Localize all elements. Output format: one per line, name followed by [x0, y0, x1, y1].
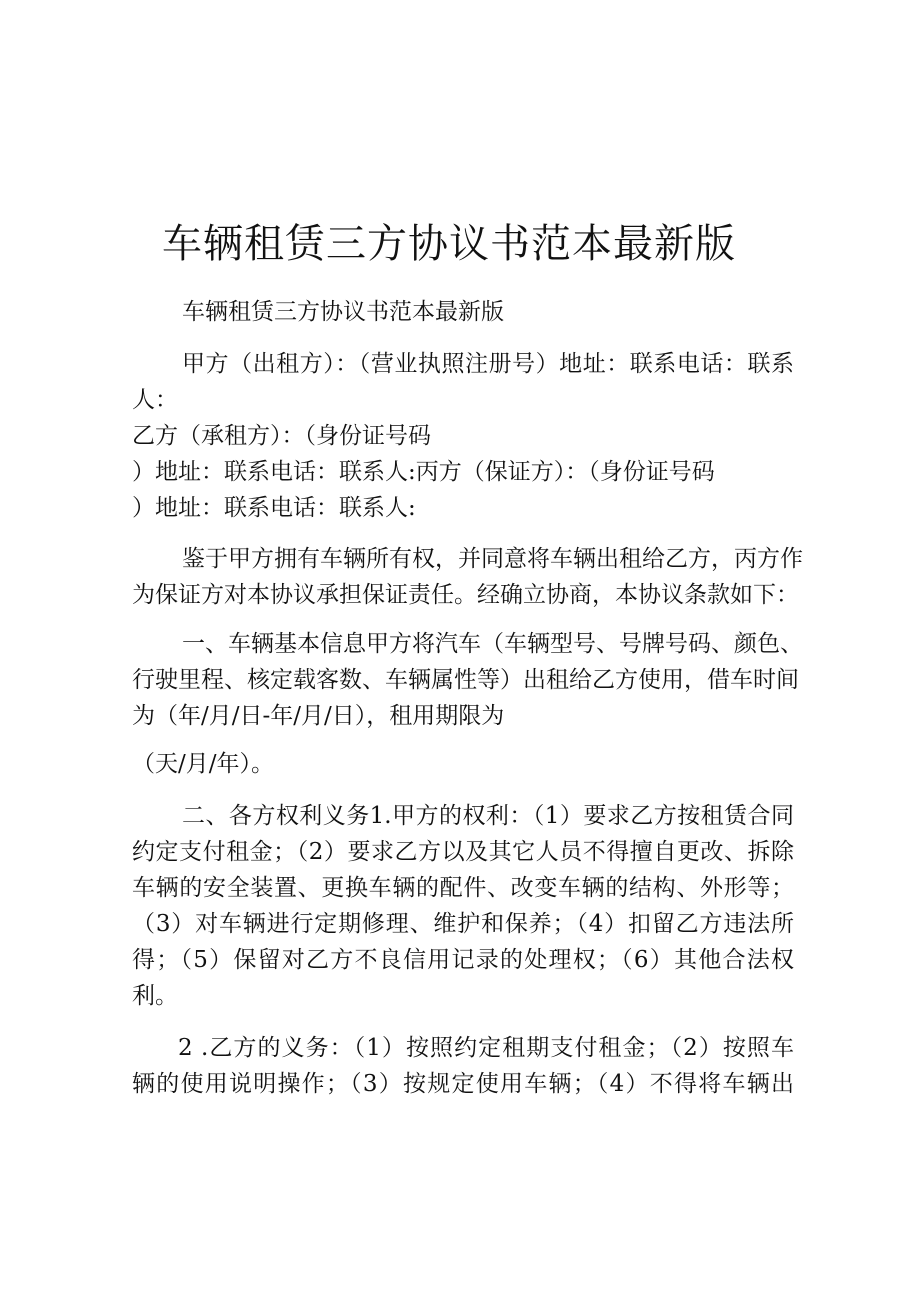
section1-line: 一、车辆基本信息甲方将汽车（车辆型号、号牌号码、颜色、	[182, 631, 803, 657]
section2-line: 车辆的安全装置、更换车辆的配件、改变车辆的结构、外形等；	[132, 875, 794, 901]
party-c-line: ）地址：联系电话：联系人:	[132, 495, 416, 521]
party-a-line-cont: 人：	[132, 387, 178, 413]
party-a-line: 甲方（出租方）：（营业执照注册号）地址：联系电话：联系	[182, 351, 794, 377]
section2-line: 得；（5）保留对乙方不良信用记录的处理权；（6）其他合法权	[132, 947, 794, 973]
party-b-c-line: ）地址：联系电话：联系人:丙方（保证方）：（身份证号码	[132, 459, 715, 485]
party-b-line: 乙方（承租方）：（身份证号码	[132, 423, 431, 449]
section3-line: 2 .乙方的义务：（1）按照约定租期支付租金；（2）按照车	[178, 1035, 794, 1061]
section3-line: 辆的使用说明操作；（3）按规定使用车辆；（4）不得将车辆出	[132, 1071, 794, 1097]
section2-line: 利。	[132, 983, 178, 1009]
document-title: 车辆租赁三方协议书范本最新版	[162, 221, 736, 267]
section2-line: （3）对车辆进行定期修理、维护和保养；（4）扣留乙方违法所	[132, 911, 794, 937]
section1-line: 行驶里程、核定载客数、车辆属性等）出租给乙方使用，借车时间	[132, 667, 799, 693]
section1-line: 为（年/月/日-年/月/日），租用期限为	[132, 703, 505, 729]
preamble-line: 为保证方对本协议承担保证责任。经确立协商，本协议条款如下：	[132, 582, 799, 608]
preamble-line: 鉴于甲方拥有车辆所有权，并同意将车辆出租给乙方，丙方作	[182, 546, 803, 572]
section1-line: （天/月/年）。	[132, 751, 274, 777]
document-subtitle: 车辆租赁三方协议书范本最新版	[182, 299, 504, 325]
section2-line: 二、各方权利义务1.甲方的权利：（1）要求乙方按租赁合同	[182, 803, 794, 829]
section2-line: 约定支付租金；（2）要求乙方以及其它人员不得擅自更改、拆除	[132, 839, 794, 865]
